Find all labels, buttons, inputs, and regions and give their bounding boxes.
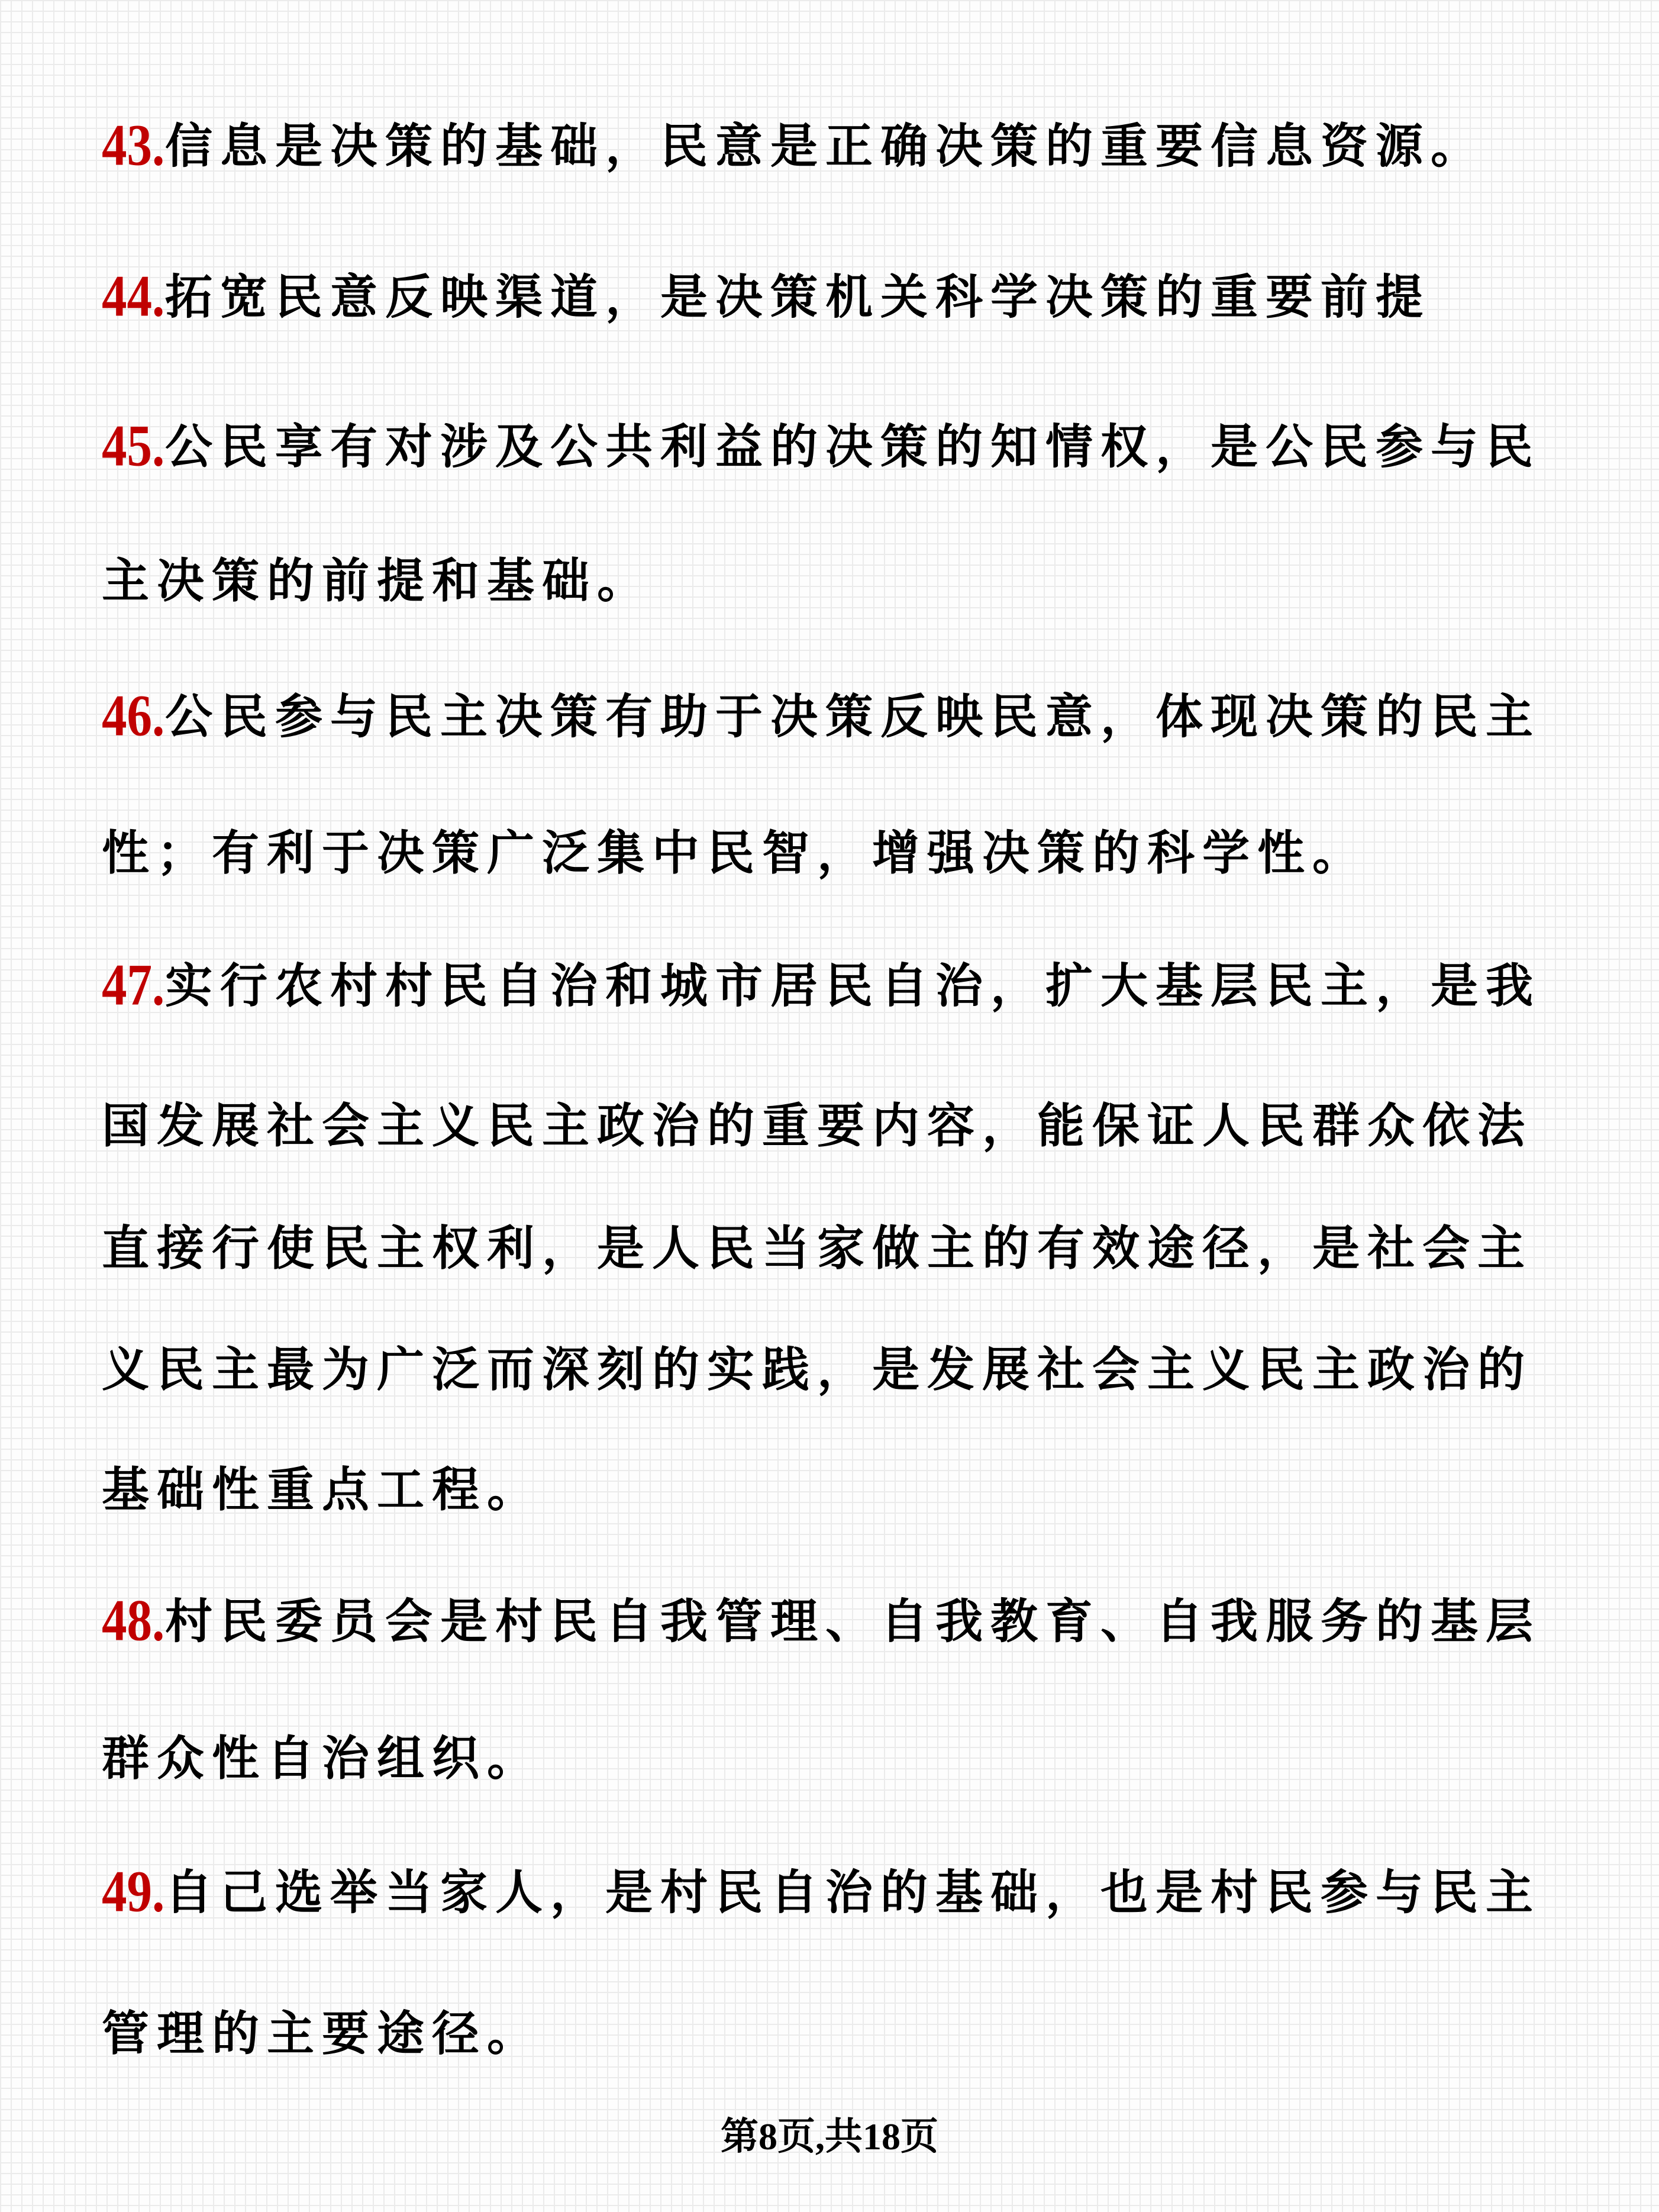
item-line [102, 682, 1541, 749]
item-line [102, 1587, 1541, 1653]
item-number: 47. [102, 952, 165, 1018]
item-number: 45. [102, 412, 165, 479]
item-line [102, 412, 1541, 479]
item-text: 实行农村村民自治和城市居民自治，扩大基层民主，是我 [165, 957, 1541, 1014]
item-text: 公民参与民主决策有助于决策反映民意，体现决策的民主 [165, 688, 1541, 744]
item-line [102, 952, 1541, 1018]
item-text: 拓宽民意反映渠道，是决策机关科学决策的重要前提 [165, 269, 1431, 325]
item-line: 国发展社会主义民主政治的重要内容，能保证人民群众依法 [102, 1098, 1532, 1153]
page-number: 第8页,共18页 [721, 2116, 938, 2158]
item-line [102, 263, 1431, 329]
item-text: 村民委员会是村民自我管理、自我教育、自我服务的基层 [165, 1593, 1541, 1649]
item-number: 44. [102, 263, 165, 329]
item-number: 46. [102, 682, 165, 749]
item-line [102, 112, 1486, 178]
item-number: 49. [102, 1858, 165, 1924]
item-text: 自己选举当家人，是村民自治的基础，也是村民参与民主 [165, 1864, 1541, 1920]
item-text: 公民享有对涉及公共利益的决策的知情权，是公民参与民 [165, 418, 1541, 475]
item-line [102, 1858, 1541, 1924]
item-line: 直接行使民主权利，是人民当家做主的有效途径，是社会主 [102, 1220, 1532, 1276]
item-number: 48. [102, 1587, 165, 1653]
item-line: 管理的主要途径。 [102, 2005, 542, 2061]
item-text: 信息是决策的基础，民意是正确决策的重要信息资源。 [165, 118, 1486, 174]
item-line: 基础性重点工程。 [102, 1462, 542, 1517]
item-line: 性；有利于决策广泛集中民智，增强决策的科学性。 [102, 825, 1367, 881]
item-line: 主决策的前提和基础。 [102, 553, 652, 608]
item-number: 43. [102, 112, 165, 178]
item-line: 群众性自治组织。 [102, 1730, 542, 1786]
item-line: 义民主最为广泛而深刻的实践，是发展社会主义民主政治的 [102, 1342, 1532, 1397]
